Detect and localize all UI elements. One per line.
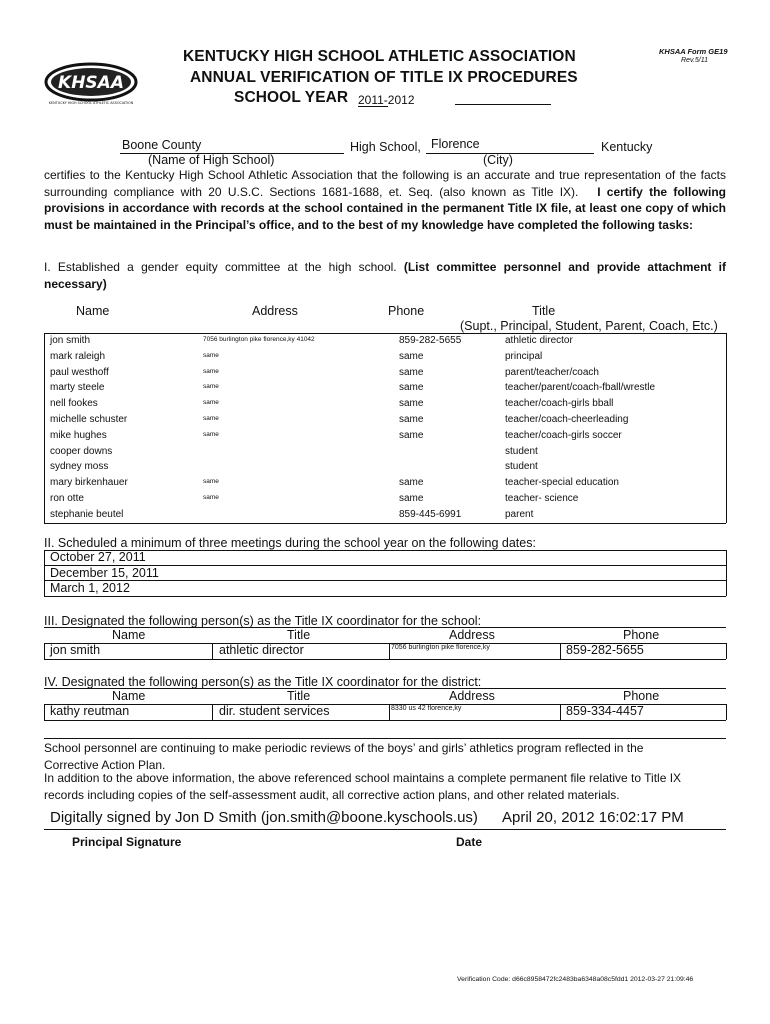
- committee-name: jon smith: [50, 335, 91, 346]
- committee-name: mary birkenhauer: [50, 477, 128, 489]
- committee-name: nell fookes: [50, 398, 98, 410]
- s4-header-phone: Phone: [623, 689, 660, 703]
- col-header-address: Address: [252, 304, 298, 318]
- s3-address: 7056 burlington pike florence,ky: [391, 644, 490, 651]
- table-rule: [44, 333, 45, 523]
- digital-signature: Digitally signed by Jon D Smith (jon.smith@boone.kyschools.us): [50, 809, 478, 826]
- certify-bold: I certify the following provisions in accordance with records at the school contained in the permanent Title IX file, at least one copy of which must be maintained in the Principal’s office, and to the best of my knowledge have completed the following tasks:: [44, 184, 726, 232]
- s3-name: jon smith: [50, 643, 101, 657]
- committee-title: principal: [505, 350, 543, 362]
- date-label: Date: [456, 835, 483, 849]
- school-year-label: SCHOOL YEAR: [234, 89, 349, 106]
- committee-title: teacher/coach-girls bball: [505, 398, 614, 410]
- closing-p2: In addition to the above information, the above referenced school maintains a complete permanent file relative to Title IX records including copies of the self-assessment audit, all corrective action plans, and other related materials.: [44, 771, 682, 802]
- committee-address: same: [203, 494, 219, 501]
- committee-title: teacher/coach-cheerleading: [505, 414, 629, 425]
- committee-name: paul westhoff: [50, 366, 109, 378]
- committee-name: ron otte: [50, 493, 84, 504]
- s4-address: 8330 us 42 florence,ky: [391, 705, 462, 712]
- verification-code: Verification Code: d66c8958472fc2483ba6348a08c5fdd1 2012-03-27 21:09:46: [457, 976, 694, 983]
- school-value: Boone County: [122, 138, 202, 152]
- table-rule: [44, 333, 726, 334]
- form-rev: Rev.5/11: [681, 57, 708, 64]
- committee-title: athletic director: [505, 335, 573, 346]
- committee-address: same: [203, 367, 219, 375]
- col-header-phone: Phone: [388, 304, 425, 318]
- committee-address: same: [203, 478, 219, 486]
- committee-phone: same: [399, 493, 424, 504]
- committee-address: same: [203, 351, 219, 359]
- s4-header-title: Title: [287, 689, 311, 703]
- s3-phone: 859-282-5655: [566, 643, 644, 657]
- s3-title: athletic director: [219, 643, 304, 657]
- header-line1: KENTUCKY HIGH SCHOOL ATHLETIC ASSOCIATION: [183, 48, 576, 65]
- meeting-date-1: October 27, 2011: [50, 550, 146, 564]
- committee-title: teacher/coach-girls soccer: [505, 429, 622, 441]
- city-caption: (City): [483, 153, 513, 167]
- committee-phone: same: [399, 366, 424, 378]
- committee-name: stephanie beutel: [50, 508, 124, 520]
- school-caption: (Name of High School): [148, 153, 275, 167]
- s3-header-address: Address: [449, 628, 495, 642]
- school-year-value: 2011-2012: [358, 93, 415, 107]
- committee-phone: same: [399, 382, 424, 394]
- committee-name: mike hughes: [50, 429, 107, 441]
- signature-date-value: April 20, 2012 16:02:17 PM: [502, 809, 684, 826]
- meeting-date-3: March 1, 2012: [50, 581, 130, 595]
- committee-phone: same: [399, 398, 424, 410]
- high-school-label: High School,: [350, 140, 421, 154]
- city-value: Florence: [431, 137, 480, 151]
- s4-name: kathy reutman: [50, 704, 130, 718]
- committee-title: parent: [505, 508, 534, 520]
- state: Kentucky: [601, 140, 653, 154]
- section1-bold: (List committee personnel and provide attachment if necessary): [44, 260, 726, 291]
- committee-title: teacher-special education: [505, 477, 619, 489]
- col-header-name: Name: [76, 304, 110, 318]
- committee-address: same: [203, 399, 219, 407]
- committee-title: student: [505, 445, 538, 457]
- committee-name: cooper downs: [50, 445, 113, 457]
- s3-header-name: Name: [112, 628, 146, 642]
- committee-address: same: [203, 415, 219, 422]
- committee-phone: same: [399, 350, 424, 362]
- section2-text: II. Scheduled a minimum of three meetings during the school year on the following dates:: [44, 536, 536, 550]
- committee-address: same: [203, 430, 219, 438]
- s4-title: dir. student services: [219, 704, 330, 718]
- committee-address: same: [203, 383, 219, 391]
- col-header-title-sub: (Supt., Principal, Student, Parent, Coach, Etc.): [460, 319, 718, 333]
- logo-tagline: KENTUCKY HIGH SCHOOL ATHLETIC ASSOCIATION: [48, 101, 134, 105]
- s3-header-phone: Phone: [623, 628, 660, 642]
- section3-text: III. Designated the following person(s) as the Title IX coordinator for the school:: [44, 614, 482, 628]
- meeting-date-2: December 15, 2011: [50, 566, 159, 580]
- section1-heading: [44, 259, 726, 292]
- closing-p1: School personnel are continuing to make periodic reviews of the boys’ and girls’ athletics program reflected in the Corrective Action Plan.: [44, 741, 644, 772]
- khsaa-logo: [44, 62, 138, 106]
- section1-text: I. Established a gender equity committee at the high school.: [44, 260, 397, 274]
- committee-title: parent/teacher/coach: [505, 366, 599, 378]
- committee-title: teacher/parent/coach-fball/wrestle: [505, 382, 656, 394]
- s4-phone: 859-334-4457: [566, 704, 644, 718]
- s3-header-title: Title: [287, 628, 311, 642]
- committee-phone: same: [399, 414, 424, 425]
- committee-title: teacher- science: [505, 493, 579, 504]
- committee-address: 7056 burlington pike florence,ky 41042: [203, 336, 315, 343]
- committee-phone: 859-445-6991: [399, 508, 462, 520]
- table-rule: [726, 333, 727, 523]
- committee-title: student: [505, 461, 538, 473]
- logo-text: KHSAA: [58, 73, 124, 93]
- committee-name: marty steele: [50, 382, 105, 394]
- header-line2: ANNUAL VERIFICATION OF TITLE IX PROCEDURES: [190, 69, 578, 86]
- committee-phone: 859-282-5655: [399, 335, 462, 346]
- committee-phone: same: [399, 477, 424, 489]
- s4-header-address: Address: [449, 689, 495, 703]
- committee-phone: same: [399, 429, 424, 441]
- certify-paragraph: [44, 167, 726, 233]
- committee-name: sydney moss: [50, 461, 109, 473]
- committee-name: michelle schuster: [50, 414, 128, 425]
- section4-text: IV. Designated the following person(s) as the Title IX coordinator for the district:: [44, 675, 482, 689]
- s4-header-name: Name: [112, 689, 146, 703]
- committee-name: mark raleigh: [50, 350, 106, 362]
- principal-signature-label: Principal Signature: [72, 835, 182, 849]
- certify-text: certifies to the Kentucky High School Athletic Association that the following is an accurate and true representation of the facts surrounding compliance with 20 U.S.C. Sections 1681-1688, et. Seq. (also known as Title IX).: [44, 168, 726, 199]
- form-id: KHSAA Form GE19: [659, 47, 728, 56]
- table-rule: [44, 523, 726, 524]
- col-header-title: Title: [532, 304, 556, 318]
